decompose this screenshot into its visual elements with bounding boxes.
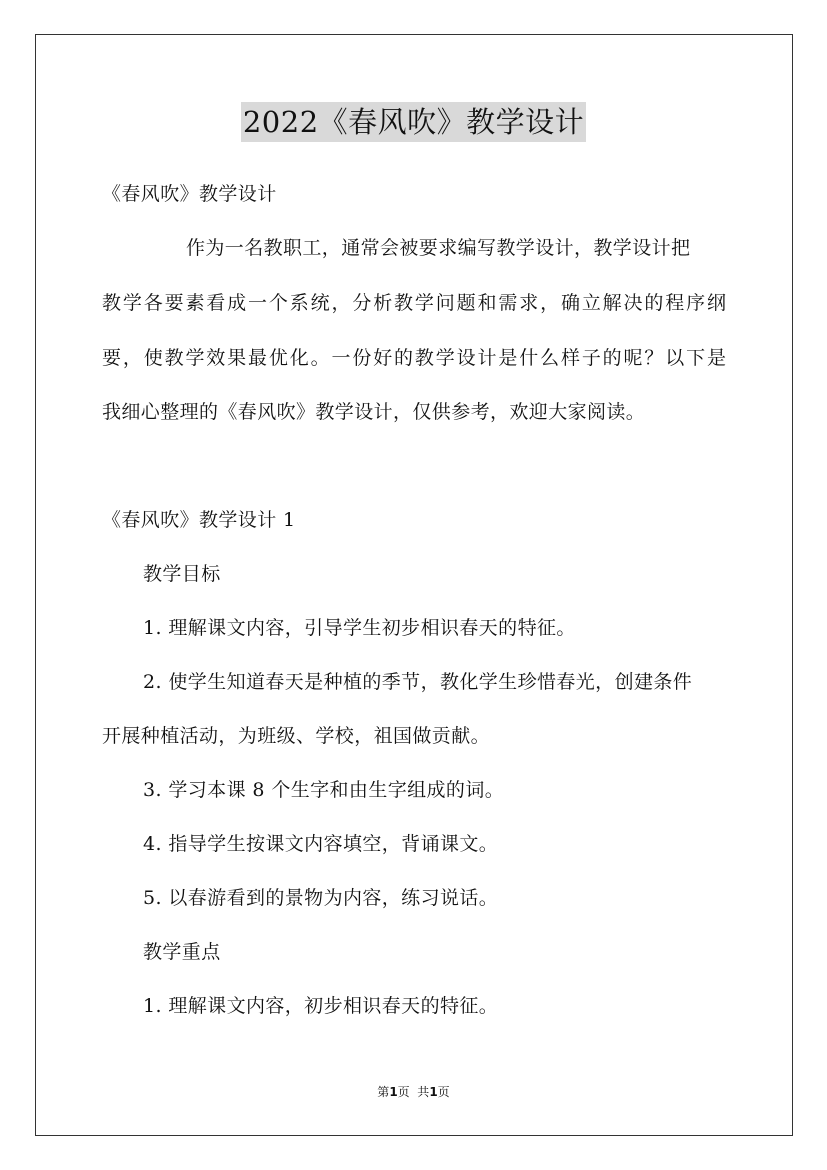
goal-item-3: 3. 学习本课 8 个生字和由生字组成的词。 bbox=[143, 779, 505, 801]
goals-heading: 教学目标 bbox=[143, 563, 221, 585]
goal-item-4: 4. 指导学生按课文内容填空，背诵课文。 bbox=[143, 833, 499, 855]
intro-line-1: 作为一名教职工，通常会被要求编写教学设计，教学设计把 bbox=[186, 237, 691, 259]
intro-line-2: 教学各要素看成一个系统，分析教学问题和需求，确立解决的程序纲 bbox=[102, 292, 726, 314]
title-container bbox=[0, 102, 827, 142]
document-title: 2022《春风吹》教学设计 bbox=[241, 102, 586, 142]
footer-page-mid: 页 共 bbox=[397, 1085, 430, 1099]
goal-item-2: 2. 使学生知道春天是种植的季节，教化学生珍惜春光，创建条件 bbox=[143, 671, 693, 693]
goal-item-2-continued: 开展种植活动，为班级、学校，祖国做贡献。 bbox=[102, 725, 491, 747]
goal-item-5: 5. 以春游看到的景物为内容，练习说话。 bbox=[143, 887, 499, 909]
section-heading: 《春风吹》教学设计 1 bbox=[102, 509, 296, 531]
goal-item-1: 1. 理解课文内容，引导学生初步相识春天的特征。 bbox=[143, 617, 576, 639]
subtitle: 《春风吹》教学设计 bbox=[102, 183, 277, 205]
intro-line-4: 我细心整理的《春风吹》教学设计，仅供参考，欢迎大家阅读。 bbox=[102, 401, 646, 423]
footer-page-prefix: 第 bbox=[377, 1085, 390, 1099]
footer-page-total: 1 bbox=[429, 1085, 438, 1099]
footer-page-current: 1 bbox=[389, 1085, 398, 1099]
focus-item-1: 1. 理解课文内容，初步相识春天的特征。 bbox=[143, 995, 499, 1017]
focus-heading: 教学重点 bbox=[143, 941, 221, 963]
page-footer bbox=[0, 1084, 827, 1100]
intro-line-3: 要，使教学效果最优化。一份好的教学设计是什么样子的呢？以下是 bbox=[102, 347, 726, 369]
footer-page-suffix: 页 bbox=[437, 1085, 450, 1099]
